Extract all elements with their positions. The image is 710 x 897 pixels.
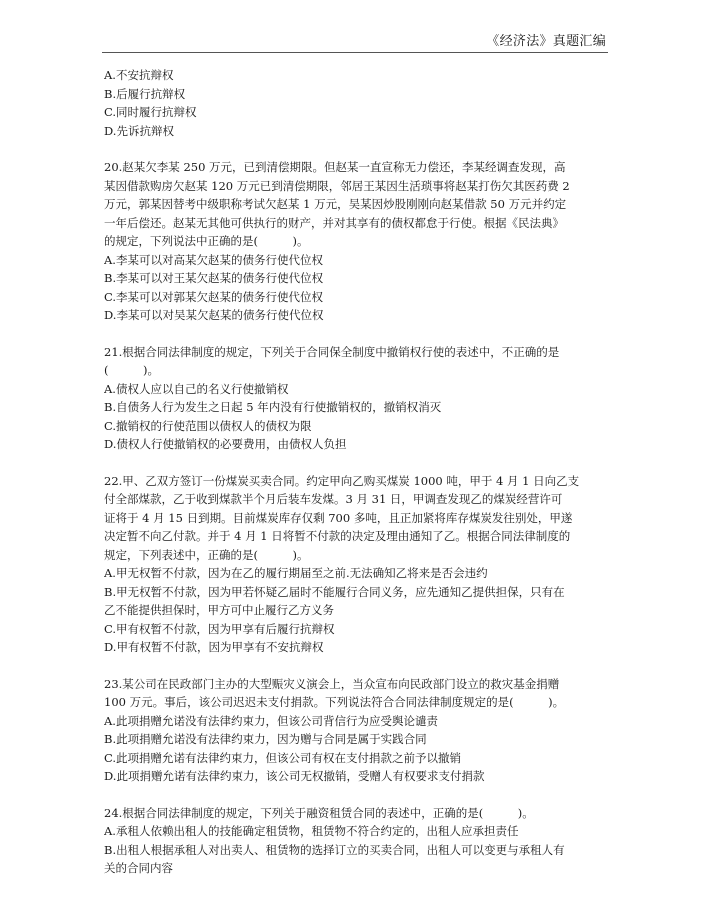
option-c: C.此项捐赠允诺有法律约束力，但该公司有权在支付捐款之前予以撤销 [104,750,462,765]
option-c: C.同时履行抗辩权 [104,105,197,119]
option-a: A.不安抗辩权 [104,68,174,82]
spacer [104,786,609,804]
question-stem-line: 一年后偿还。赵某无其他可供执行的财产，并对其享有的债权都怠于行使。根据《民法典》 [104,215,564,230]
option-b: B.此项捐赠允诺没有法律约束力，因为赠与合同是属于实践合同 [104,732,427,746]
option-c: C.甲有权暂不付款，因为甲享有后履行抗辩权 [104,621,335,636]
question-stem-line: 证将于 4 月 15 日到期。目前煤炭库存仅剩 700 多吨，且正加紧将库存煤炭发往别处，甲遂 [104,510,573,525]
question-20 [104,158,609,325]
option-a: A.承租人依赖出租人的技能确定租赁物，租赁物不符合约定的，出租人应承担责任 [104,824,519,838]
option-a: A.此项捐赠允诺没有法律约束力，但该公司背信行为应受舆论谴责 [104,713,438,728]
running-header-title: 《经济法》真题汇编 [486,34,606,49]
option-d: D.债权人行使撤销权的必要费用，由债权人负担 [104,437,347,451]
option-c: C.李某可以对郭某欠赵某的债务行使代位权 [104,289,324,304]
question-23 [104,675,609,786]
spacer [104,454,609,472]
spacer [104,325,609,343]
option-b: B.出租人根据承租人对出卖人、租赁物的选择订立的买卖合同，出租人可以变更与承租人有 [104,842,565,857]
option-a: A.李某可以对高某欠赵某的债务行使代位权 [104,252,323,267]
option-d: D.甲有权暂不付款，因为甲享有不安抗辩权 [104,640,324,654]
question-stem-line: 23.某公司在民政部门主办的大型赈灾义演会上，当众宣布向民政部门设立的救灾基金捐赠 [104,676,560,691]
question-stem-line: 付全部煤款，乙于收到煤款半个月后装车发煤。3 月 31 日，甲调查发现乙的煤炭经营许可 [104,492,563,506]
question-stem-line: 某因借款购房欠赵某 120 万元已到清偿期限，邻居王某因生活琐事将赵某打伤欠其医药费 2 [104,178,570,193]
option-b: B.甲无权暂不付款，因为甲若怀疑乙届时不能履行合同义务，应先通知乙提供担保，只有在 [104,584,565,599]
option-d: D.李某可以对吴某欠赵某的债务行使代位权 [104,308,324,322]
option-c: C.撤销权的行使范围以债权人的债权为限 [104,418,312,433]
option-d: D.此项捐赠允诺有法律约束力，该公司无权撤销，受赠人有权要求支付捐款 [104,769,485,783]
option-d: D.先诉抗辩权 [104,123,174,138]
question-stem-line: 22.甲、乙双方签订一份煤炭买卖合同。约定甲向乙购买煤炭 1000 吨，甲于 4 月 1 日向乙支 [104,473,580,488]
option-b-continued: 乙不能提供担保时，甲方可中止履行乙方义务 [104,603,334,617]
question-stem-line: 规定，下列表述中，正确的是( )。 [104,547,309,562]
exam-content [104,66,609,878]
question-24 [104,804,609,878]
option-b: B.后履行抗辩权 [104,86,186,101]
question-21 [104,343,609,454]
option-b: B.自债务人行为发生之日起 5 年内没有行使撤销权的，撤销权消灭 [104,400,442,414]
option-b: B.李某可以对王某欠赵某的债务行使代位权 [104,271,324,285]
page-bottom-edge [0,891,710,897]
question-stem-line: 100 万元。事后，该公司迟迟未支付捐款。下列说法符合合同法律制度规定的是( )。 [104,695,565,709]
question-22 [104,472,609,657]
option-a: A.债权人应以自己的名义行使撤销权 [104,381,289,396]
option-a: A.甲无权暂不付款，因为在乙的履行期届至之前.无法确知乙将来是否会违约 [104,566,488,580]
question-stem-line: ( )。 [104,363,159,377]
question-stem-line: 24.根据合同法律制度的规定，下列关于融资租赁合同的表述中，正确的是( )。 [104,805,534,820]
question-stem-line: 21.根据合同法律制度的规定，下列关于合同保全制度中撤销权行使的表述中，不正确的是 [104,344,560,359]
spacer [104,657,609,675]
header-divider [102,52,608,53]
question-stem-line: 的规定，下列说法中正确的是( )。 [104,234,309,248]
question-19-options [104,66,609,140]
question-stem-line: 决定暂不向乙付款。并于 4 月 1 日将暂不付款的决定及理由通知了乙。根据合同法律制度的 [104,529,571,543]
spacer [104,140,609,158]
option-b-continued: 关的合同内容 [104,861,173,875]
question-stem-line: 20.赵某欠李某 250 万元，已到清偿期限。但赵某一直宣称无力偿还，李某经调查发现，高 [104,160,566,174]
question-stem-line: 万元，郭某因替考中级职称考试欠赵某 1 万元，吴某因炒股刚刚向赵某借款 50 万元并约定 [104,197,567,211]
